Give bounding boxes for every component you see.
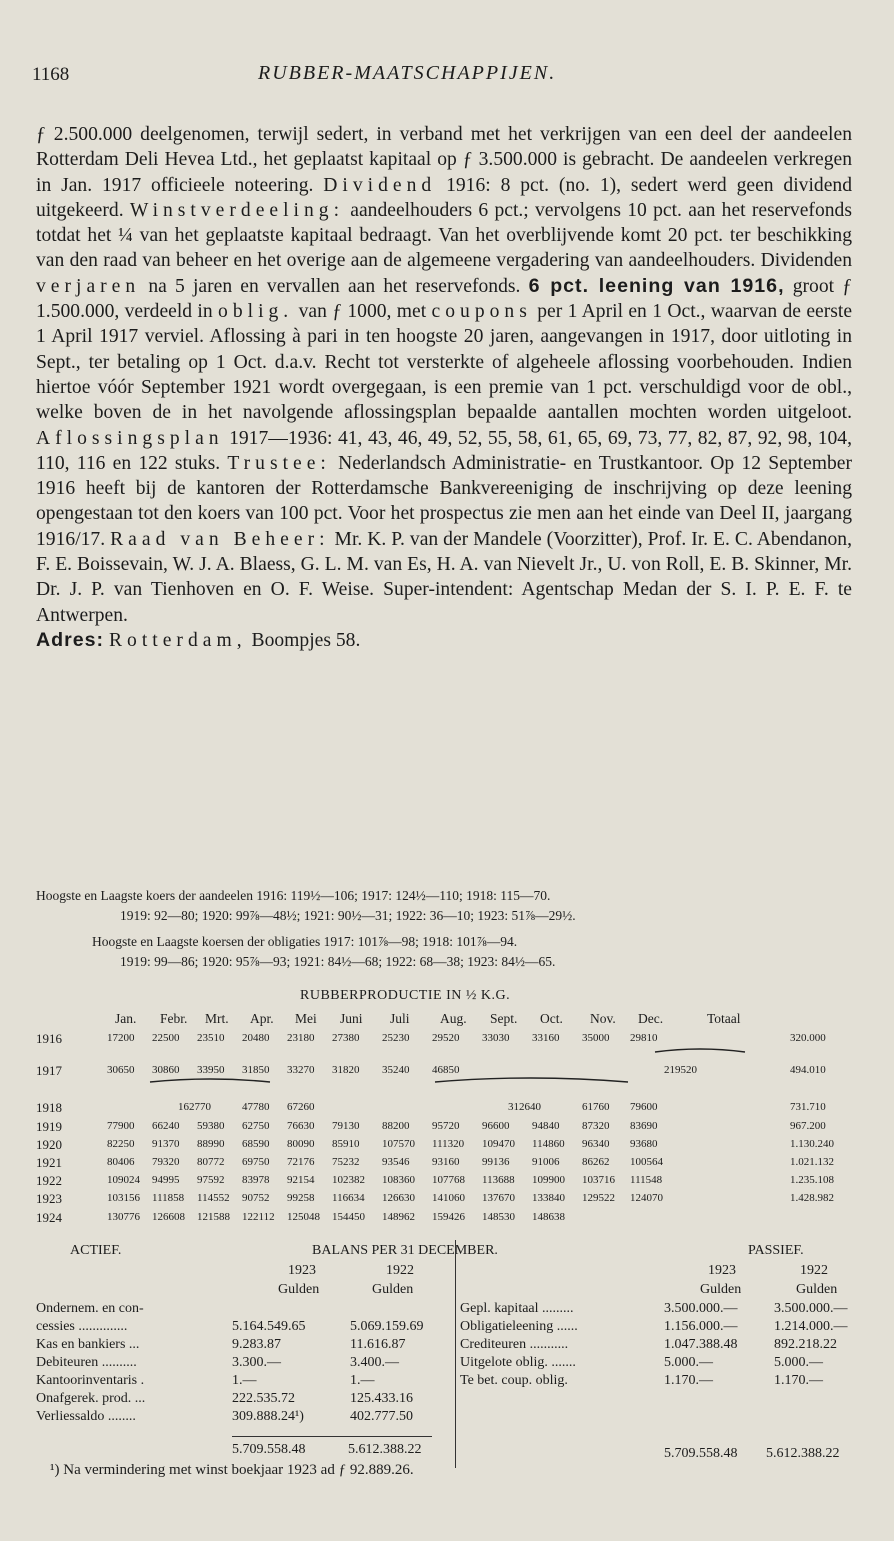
production-year: 1920 bbox=[36, 1137, 62, 1152]
total-actief-1922: 5.612.388.22 bbox=[348, 1442, 422, 1457]
actief-value: 5.069.159.69 bbox=[350, 1319, 424, 1334]
production-cell: 90752 bbox=[242, 1192, 270, 1204]
production-cell: 80090 bbox=[287, 1138, 315, 1150]
production-cell: 59380 bbox=[197, 1120, 225, 1132]
month-header: Apr. bbox=[250, 1011, 274, 1026]
production-cell: 83690 bbox=[630, 1120, 658, 1132]
passief-label: Gepl. kapitaal ......... bbox=[460, 1301, 574, 1316]
production-cell: 22500 bbox=[152, 1032, 180, 1044]
production-cell: 109470 bbox=[482, 1138, 515, 1150]
production-cell: 61760 bbox=[582, 1101, 610, 1113]
actief-col-1923: 1923 bbox=[288, 1263, 316, 1278]
production-cell: 99258 bbox=[287, 1192, 315, 1204]
production-cell: 80772 bbox=[197, 1156, 225, 1168]
production-cell: 731.710 bbox=[790, 1101, 826, 1113]
production-cell: 159426 bbox=[432, 1211, 465, 1223]
production-cell: 23180 bbox=[287, 1032, 315, 1044]
actief-label: Verliessaldo ........ bbox=[36, 1409, 136, 1424]
production-cell: 107768 bbox=[432, 1174, 465, 1186]
production-cell: 148638 bbox=[532, 1211, 565, 1223]
production-cell: 47780 bbox=[242, 1101, 270, 1113]
production-cell: 88990 bbox=[197, 1138, 225, 1150]
production-cell: 68590 bbox=[242, 1138, 270, 1150]
production-cell: 79130 bbox=[332, 1120, 360, 1132]
production-cell: 33030 bbox=[482, 1032, 510, 1044]
production-year: 1916 bbox=[36, 1031, 62, 1046]
address-line bbox=[36, 628, 852, 653]
actief-value: 3.400.— bbox=[350, 1355, 399, 1370]
keyword-coupons: coupons bbox=[431, 301, 532, 323]
actief-value: 402.777.50 bbox=[350, 1409, 413, 1424]
production-cell: 27380 bbox=[332, 1032, 360, 1044]
passief-col-1923: 1923 bbox=[708, 1263, 736, 1278]
actief-value: 5.164.549.65 bbox=[232, 1319, 306, 1334]
production-cell: 148962 bbox=[382, 1211, 415, 1223]
actief-label: Debiteuren .......... bbox=[36, 1355, 137, 1370]
production-cell: 33950 bbox=[197, 1064, 225, 1076]
month-header: Mei bbox=[295, 1011, 317, 1026]
body-text bbox=[36, 122, 852, 653]
production-cell: 96340 bbox=[582, 1138, 610, 1150]
actief-unit-1923: Gulden bbox=[278, 1282, 320, 1297]
passief-label: PASSIEF. bbox=[748, 1243, 804, 1258]
production-cell: 69750 bbox=[242, 1156, 270, 1168]
actief-value: 222.535.72 bbox=[232, 1391, 295, 1406]
production-cell: 141060 bbox=[432, 1192, 465, 1204]
production-cell: 100564 bbox=[630, 1156, 663, 1168]
passief-value: 892.218.22 bbox=[774, 1337, 837, 1352]
production-cell: 219520 bbox=[664, 1064, 697, 1076]
actief-label: ACTIEF. bbox=[70, 1243, 122, 1258]
passief-col-1922: 1922 bbox=[800, 1263, 828, 1278]
month-header: Sept. bbox=[490, 1011, 518, 1026]
production-cell: 103156 bbox=[107, 1192, 140, 1204]
balans-divider bbox=[455, 1240, 456, 1468]
actief-value: 11.616.87 bbox=[350, 1337, 406, 1352]
production-cell: 126608 bbox=[152, 1211, 185, 1223]
passief-label: Uitgelote oblig. ....... bbox=[460, 1355, 576, 1370]
production-cell: 29810 bbox=[630, 1032, 658, 1044]
production-cell: 1.130.240 bbox=[790, 1138, 834, 1150]
production-cell: 320.000 bbox=[790, 1032, 826, 1044]
passief-value: 5.000.— bbox=[774, 1355, 823, 1370]
production-cell: 31850 bbox=[242, 1064, 270, 1076]
production-cell: 121588 bbox=[197, 1211, 230, 1223]
production-cell: 154450 bbox=[332, 1211, 365, 1223]
koers-obligaties-line1: Hoogste en Laagste koersen der obligaties 1917: 101⅞—98; 1918: 101⅞—94. bbox=[92, 934, 518, 949]
address-city: Rotterdam, bbox=[108, 629, 247, 651]
production-cell: 87320 bbox=[582, 1120, 610, 1132]
actief-value: 9.283.87 bbox=[232, 1337, 281, 1352]
month-header: Dec. bbox=[638, 1011, 664, 1026]
production-year: 1921 bbox=[36, 1155, 62, 1170]
production-cell: 102382 bbox=[332, 1174, 365, 1186]
month-header: Febr. bbox=[160, 1011, 188, 1026]
passief-value: 1.156.000.— bbox=[664, 1319, 738, 1334]
keyword-winstverdeeling: Winstverdeeling: bbox=[129, 199, 345, 221]
production-cell: 116634 bbox=[332, 1192, 365, 1204]
production-cell: 23510 bbox=[197, 1032, 225, 1044]
production-cell: 33160 bbox=[532, 1032, 560, 1044]
production-cell: 93546 bbox=[382, 1156, 410, 1168]
month-header: Jan. bbox=[115, 1011, 137, 1026]
passief-value: 3.500.000.— bbox=[664, 1301, 738, 1316]
production-cell: 107570 bbox=[382, 1138, 415, 1150]
production-cell: 94995 bbox=[152, 1174, 180, 1186]
actief-value: 1.— bbox=[350, 1373, 375, 1388]
production-cell: 133840 bbox=[532, 1192, 565, 1204]
production-cell: 137670 bbox=[482, 1192, 515, 1204]
production-cell: 111320 bbox=[432, 1138, 465, 1150]
production-cell: 35240 bbox=[382, 1064, 410, 1076]
production-cell: 88200 bbox=[382, 1120, 410, 1132]
month-header: Aug. bbox=[440, 1011, 467, 1026]
page-number: 1168 bbox=[32, 64, 70, 85]
actief-label: Kas en bankiers ... bbox=[36, 1337, 140, 1352]
passief-unit-1922: Gulden bbox=[796, 1282, 838, 1297]
production-year: 1923 bbox=[36, 1191, 62, 1206]
passief-unit-1923: Gulden bbox=[700, 1282, 742, 1297]
production-cell: 114552 bbox=[197, 1192, 230, 1204]
production-cell: 83978 bbox=[242, 1174, 270, 1186]
production-title: RUBBERPRODUCTIE IN ½ K.G. bbox=[300, 988, 511, 1003]
production-cell: 122112 bbox=[242, 1211, 275, 1223]
production-year: 1917 bbox=[36, 1063, 62, 1078]
production-cell: 33270 bbox=[287, 1064, 315, 1076]
production-cell: 17200 bbox=[107, 1032, 135, 1044]
passief-label: Te bet. coup. oblig. bbox=[460, 1373, 568, 1388]
production-cell: 1.235.108 bbox=[790, 1174, 834, 1186]
bracket-line bbox=[435, 1078, 628, 1082]
passief-label: Obligatieleening ...... bbox=[460, 1319, 578, 1334]
production-cell: 79320 bbox=[152, 1156, 180, 1168]
running-title: RUBBER-MAATSCHAPPIJEN. bbox=[258, 62, 557, 84]
bracket-line bbox=[150, 1079, 270, 1082]
month-header: Totaal bbox=[707, 1011, 741, 1026]
actief-value: 125.433.16 bbox=[350, 1391, 413, 1406]
production-cell: 67260 bbox=[287, 1101, 315, 1113]
actief-value: 309.888.24¹) bbox=[232, 1409, 304, 1424]
production-year: 1919 bbox=[36, 1119, 62, 1134]
total-passief-1922: 5.612.388.22 bbox=[766, 1446, 840, 1461]
keyword-leening: 6 pct. leening van 1916, bbox=[528, 274, 785, 297]
production-cell: 29520 bbox=[432, 1032, 460, 1044]
month-header: Nov. bbox=[590, 1011, 616, 1026]
production-cell: 124070 bbox=[630, 1192, 663, 1204]
passief-label: Crediteuren ........... bbox=[460, 1337, 569, 1352]
bracket-line bbox=[655, 1049, 745, 1052]
balans-title: BALANS PER 31 DECEMBER. bbox=[312, 1243, 498, 1258]
production-cell: 72176 bbox=[287, 1156, 315, 1168]
production-cell: 30860 bbox=[152, 1064, 180, 1076]
passief-value: 1.047.388.48 bbox=[664, 1337, 738, 1352]
actief-value: 1.— bbox=[232, 1373, 257, 1388]
production-cell: 30650 bbox=[107, 1064, 135, 1076]
actief-value: 3.300.— bbox=[232, 1355, 281, 1370]
production-cell: 111548 bbox=[630, 1174, 663, 1186]
production-cell: 85910 bbox=[332, 1138, 360, 1150]
production-cell: 162770 bbox=[178, 1101, 211, 1113]
actief-label: Ondernem. en con- bbox=[36, 1301, 144, 1316]
production-cell: 62750 bbox=[242, 1120, 270, 1132]
production-cell: 95720 bbox=[432, 1120, 460, 1132]
keyword-oblig: oblig. bbox=[218, 301, 294, 323]
keyword-dividend: Dividend bbox=[323, 174, 437, 196]
production-cell: 76630 bbox=[287, 1120, 315, 1132]
koers-aandeelen-line2: 1919: 92—80; 1920: 99⅞—48½; 1921: 90½—31; 1922: 36—10; 1923: 51⅞—29½. bbox=[120, 908, 576, 923]
production-cell: 113688 bbox=[482, 1174, 515, 1186]
production-cell: 108360 bbox=[382, 1174, 415, 1186]
month-header: Juni bbox=[340, 1011, 363, 1026]
production-cell: 82250 bbox=[107, 1138, 135, 1150]
production-cell: 25230 bbox=[382, 1032, 410, 1044]
production-cell: 109900 bbox=[532, 1174, 565, 1186]
production-cell: 312640 bbox=[508, 1101, 541, 1113]
total-actief-1923: 5.709.558.48 bbox=[232, 1442, 306, 1457]
production-cell: 35000 bbox=[582, 1032, 610, 1044]
production-cell: 148530 bbox=[482, 1211, 515, 1223]
production-cell: 86262 bbox=[582, 1156, 610, 1168]
production-cell: 130776 bbox=[107, 1211, 140, 1223]
production-cell: 125048 bbox=[287, 1211, 320, 1223]
production-cell: 967.200 bbox=[790, 1120, 826, 1132]
total-passief-1923: 5.709.558.48 bbox=[664, 1446, 738, 1461]
koers-obligaties-line2: 1919: 99—86; 1920: 95⅞—93; 1921: 84½—68; 1922: 68—38; 1923: 84½—65. bbox=[120, 954, 556, 969]
keyword-verjaren: verjaren bbox=[36, 275, 141, 297]
actief-col-1922: 1922 bbox=[386, 1263, 414, 1278]
production-cell: 111858 bbox=[152, 1192, 185, 1204]
production-cell: 1.428.982 bbox=[790, 1192, 834, 1204]
production-cell: 103716 bbox=[582, 1174, 615, 1186]
production-cell: 93160 bbox=[432, 1156, 460, 1168]
actief-total-rule bbox=[232, 1436, 432, 1437]
actief-label: cessies .............. bbox=[36, 1319, 128, 1334]
production-cell: 99136 bbox=[482, 1156, 510, 1168]
company-paragraph: ƒ 2.500.000 deelgenomen, terwijl sedert, in verband met het verkrijgen van een deel der aandeelen Rotterdam Deli Hevea Ltd., het geplaatst kapitaal op ƒ 3.500.000 is gebracht. De aandeelen verkregen in Jan. 1917 officieele noteering. Dividend 1916: 8 pct. (no. 1), sedert werd geen dividend uitgekeerd. Winstverdeeling: aandeelhouders 6 pct.; vervolgens 10 pct. aan het reservefonds totdat het ¼ van het geplaatste kapitaal bedraagt. Van het overblijvende komt 20 pct. ter beschikking van den raad van beheer en het overige aan de algemeene vergadering van aandeelhouders. Dividenden verjaren na 5 jaren en vervallen aan het reservefonds. 6 pct. leening van 1916, groot ƒ 1.500.000, verdeeld in oblig. van ƒ 1000, met coupons per 1 April en 1 Oct., waarvan de eerste 1 April 1917 verviel. Aflossing à pari in ten hoogste 20 jaren, aangevangen in 1917, door uitloting in Sept., ter betaling op 1 Oct. d.a.v. Recht tot versterkte of algeheele aflossing voorbehouden. Indien hiertoe vóór September 1921 wordt overgegaan, is een premie van 1 pct. verschuldigd voor de obl., welke boven de in het navolgende aflossingsplan bepaalde aantallen mochten worden uitgeloot. Aflossingsplan 1917—1936: 41, 43, 46, 49, 52, 55, 58, 61, 65, 69, 73, 77, 82, 87, 92, 98, 104, 110, 116 en 122 stuks. Trustee: Nederlandsch Administratie- en Trustkantoor. Op 12 September 1916 heeft bij de kantoren der Rotterdamsche Bankvereeniging de inschrijving op deze leening opengestaan tot den koers van 100 pct. Voor het prospectus zie men aan het einde van Deel II, jaargang 1916/17. Raad van Beheer: Mr. K. P. van der Mandele (Voorzitter), Prof. Ir. E. C. Abendanon, F. E. Boissevain, W. J. A. Blaess, G. L. M. van Es, H. A. van Nievelt Jr., U. von Roll, E. B. Skinner, Mr. Dr. J. P. van Tienhoven en O. F. Weise. Super-intendent: Agentschap Medan der S. I. P. E. F. te Antwerpen. bbox=[36, 124, 853, 626]
production-cell: 94840 bbox=[532, 1120, 560, 1132]
production-cell: 91370 bbox=[152, 1138, 180, 1150]
actief-label: Onafgerek. prod. ... bbox=[36, 1391, 146, 1406]
production-year: 1922 bbox=[36, 1173, 62, 1188]
production-cell: 20480 bbox=[242, 1032, 270, 1044]
production-cell: 1.021.132 bbox=[790, 1156, 834, 1168]
keyword-adres: Adres: bbox=[36, 628, 105, 651]
production-cell: 126630 bbox=[382, 1192, 415, 1204]
production-cell: 75232 bbox=[332, 1156, 360, 1168]
production-cell: 494.010 bbox=[790, 1064, 826, 1076]
production-cell: 93680 bbox=[630, 1138, 658, 1150]
passief-value: 1.170.— bbox=[774, 1373, 823, 1388]
passief-value: 3.500.000.— bbox=[774, 1301, 848, 1316]
production-cell: 91006 bbox=[532, 1156, 560, 1168]
production-cell: 46850 bbox=[432, 1064, 460, 1076]
passief-value: 5.000.— bbox=[664, 1355, 713, 1370]
production-cell: 129522 bbox=[582, 1192, 615, 1204]
actief-label: Kantoorinventaris . bbox=[36, 1373, 145, 1388]
production-cell: 79600 bbox=[630, 1101, 658, 1113]
production-year: 1924 bbox=[36, 1210, 62, 1225]
month-header: Juli bbox=[390, 1011, 410, 1026]
production-cell: 96600 bbox=[482, 1120, 510, 1132]
passief-value: 1.170.— bbox=[664, 1373, 713, 1388]
footnote: ¹) Na vermindering met winst boekjaar 1923 ad ƒ 92.889.26. bbox=[50, 1462, 414, 1478]
production-year: 1918 bbox=[36, 1100, 62, 1115]
production-cell: 66240 bbox=[152, 1120, 180, 1132]
actief-unit-1922: Gulden bbox=[372, 1282, 414, 1297]
keyword-aflossingsplan: Aflossingsplan bbox=[36, 427, 224, 449]
production-cell: 31820 bbox=[332, 1064, 360, 1076]
koers-aandeelen-line1: Hoogste en Laagste koers der aandeelen 1916: 119½—106; 1917: 124½—110; 1918: 115—70. bbox=[36, 888, 551, 903]
production-cell: 92154 bbox=[287, 1174, 315, 1186]
address-street: Boompjes 58. bbox=[251, 629, 361, 651]
production-cell: 80406 bbox=[107, 1156, 135, 1168]
keyword-raad: Raad van Beheer: bbox=[110, 528, 330, 550]
production-cell: 109024 bbox=[107, 1174, 140, 1186]
production-cell: 97592 bbox=[197, 1174, 225, 1186]
production-cell: 114860 bbox=[532, 1138, 565, 1150]
month-header: Mrt. bbox=[205, 1011, 229, 1026]
month-header: Oct. bbox=[540, 1011, 563, 1026]
keyword-trustee: Trustee: bbox=[227, 452, 331, 474]
production-cell: 77900 bbox=[107, 1120, 135, 1132]
passief-value: 1.214.000.— bbox=[774, 1319, 848, 1334]
